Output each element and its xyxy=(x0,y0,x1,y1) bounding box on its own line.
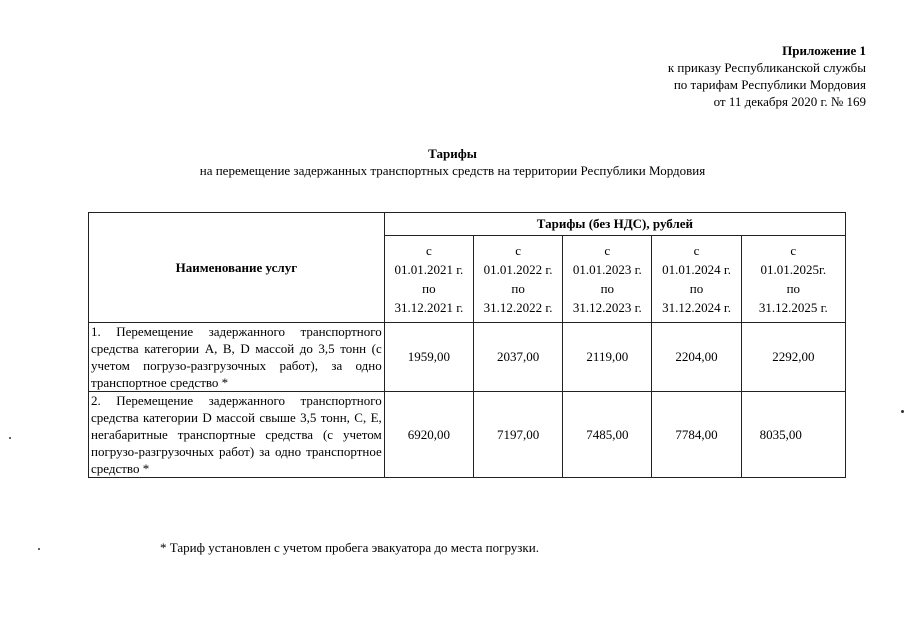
tariff-value: 8035,00 xyxy=(741,392,845,478)
table-row xyxy=(89,392,846,478)
period-header-2025: с 01.01.2025г. по 31.12.2025 г. xyxy=(741,236,845,323)
table-row xyxy=(89,323,846,392)
period-header-2021: с 01.01.2021 г. по 31.12.2021 г. xyxy=(384,236,473,323)
tariff-value: 7784,00 xyxy=(652,392,741,478)
appendix-title: Приложение 1 xyxy=(782,43,866,58)
footnote: * Тариф установлен с учетом пробега эвакуатора до места погрузки. xyxy=(160,540,539,555)
tariff-table xyxy=(88,212,846,478)
tariff-value: 2292,00 xyxy=(741,323,845,392)
period-header-2023: с 01.01.2023 г. по 31.12.2023 г. xyxy=(563,236,652,323)
tariff-value: 2037,00 xyxy=(473,323,562,392)
scan-speck xyxy=(38,548,40,550)
period-header-2022: с 01.01.2022 г. по 31.12.2022 г. xyxy=(473,236,562,323)
period-header-2024: с 01.01.2024 г. по 31.12.2024 г. xyxy=(652,236,741,323)
tariff-value: 6920,00 xyxy=(384,392,473,478)
tariff-value: 2204,00 xyxy=(652,323,741,392)
scan-speck xyxy=(9,437,11,439)
document-header xyxy=(560,42,866,110)
scan-speck xyxy=(901,410,904,413)
table-header-row xyxy=(89,213,846,236)
service-column-header: Наименование услуг xyxy=(89,213,385,323)
document-title: Тарифы xyxy=(428,146,477,161)
tariff-value: 7197,00 xyxy=(473,392,562,478)
tariff-column-header: Тарифы (без НДС), рублей xyxy=(384,213,845,236)
service-description: 1. Перемещение задержанного транспортного средства категории A, B, D массой до 3,5 тонн (с учетом погрузо-разгрузочных работ), за одно транспортное средство * xyxy=(89,323,385,392)
service-description: 2. Перемещение задержанного транспортного средства категории D массой свыше 3,5 тонн, C, E, негабаритные транспортные средства (с учетом погрузо-разгрузочных работ) за одно транспортное средство * xyxy=(89,392,385,478)
appendix-line-3: от 11 декабря 2020 г. № 169 xyxy=(713,94,866,109)
tariff-value: 7485,00 xyxy=(563,392,652,478)
document-subtitle: на перемещение задержанных транспортных средств на территории Республики Мордовия xyxy=(199,163,706,178)
appendix-line-2: по тарифам Республики Мордовия xyxy=(673,77,866,92)
tariff-value: 2119,00 xyxy=(563,323,652,392)
tariff-value: 1959,00 xyxy=(384,323,473,392)
appendix-line-1: к приказу Республиканской службы xyxy=(667,60,866,75)
